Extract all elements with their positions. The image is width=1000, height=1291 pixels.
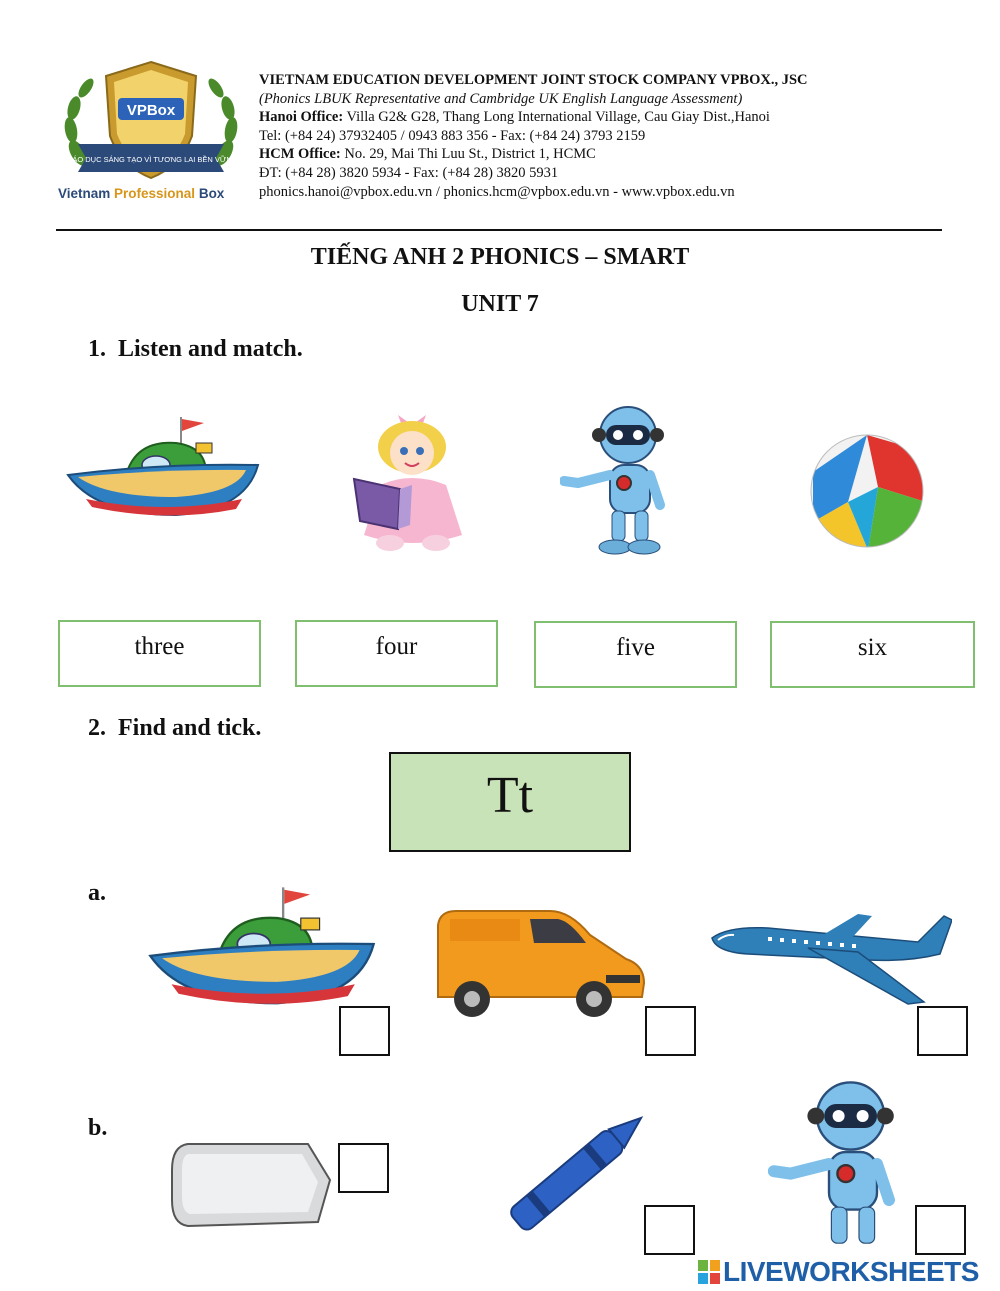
- ball-icon: [808, 432, 926, 550]
- boat-icon: [66, 415, 260, 525]
- svg-text:GIÁO DỤC SÁNG TẠO VÌ TƯƠNG LAI: GIÁO DỤC SÁNG TẠO VÌ TƯƠNG LAI BỀN VỮNG: [64, 155, 238, 164]
- row-b-label: b.: [88, 1115, 108, 1141]
- hcm-tel: ĐT: (+84 28) 3820 5934 - Fax: (+84 28) 3820 5931: [259, 164, 559, 181]
- word-box-2[interactable]: four: [295, 620, 498, 687]
- header-divider: [56, 229, 942, 231]
- plane-icon: [708, 908, 952, 1008]
- shield-logo-icon: [56, 58, 246, 188]
- question-2-heading: 2. Find and tick.: [88, 715, 262, 741]
- boat-icon: [148, 885, 376, 1015]
- robot-icon: [768, 1080, 908, 1260]
- hanoi-tel: Tel: (+84 24) 37932405 / 0943 883 356 - Fax: (+84 24) 3793 2159: [259, 127, 646, 144]
- hcm-office: HCM Office: No. 29, Mai Thi Luu St., District 1, HCMC: [259, 146, 596, 163]
- company-info: [259, 71, 808, 201]
- liveworksheets-logo-icon: [698, 1260, 720, 1284]
- robot-icon: [560, 405, 675, 555]
- tick-box-b3[interactable]: [915, 1205, 966, 1255]
- van-icon: [430, 905, 650, 1023]
- logo-caption: Vietnam Professional Box: [58, 186, 225, 201]
- tick-box-b1[interactable]: [338, 1143, 389, 1193]
- worksheet-title: TIẾNG ANH 2 PHONICS – SMART: [310, 244, 690, 270]
- company-name: VIETNAM EDUCATION DEVELOPMENT JOINT STOCK COMPANY VPBOX., JSC: [259, 72, 808, 88]
- crayon-icon: [492, 1100, 666, 1240]
- contact-emails: phonics.hanoi@vpbox.edu.vn / phonics.hcm@vpbox.edu.vn - www.vpbox.edu.vn: [259, 183, 735, 200]
- letter-box: Tt: [389, 752, 631, 852]
- word-box-3[interactable]: five: [534, 621, 737, 688]
- tick-box-b2[interactable]: [644, 1205, 695, 1255]
- company-tagline: (Phonics LBUK Representative and Cambridge UK English Language Assessment): [259, 90, 743, 107]
- unit-title: UNIT 7: [461, 291, 539, 317]
- hanoi-office: Hanoi Office: Villa G2& G28, Thang Long International Village, Cau Giay Dist.,Hanoi: [259, 109, 770, 126]
- doll-icon: [350, 405, 475, 553]
- svg-text:VPBox: VPBox: [126, 102, 176, 119]
- word-box-1[interactable]: three: [58, 620, 261, 687]
- word-box-4[interactable]: six: [770, 621, 975, 688]
- row-a-label: a.: [88, 880, 106, 906]
- question-1-heading: 1. Listen and match.: [88, 336, 303, 362]
- tick-box-a3[interactable]: [917, 1006, 968, 1056]
- liveworksheets-brand[interactable]: LIVEWORKSHEETS: [698, 1256, 979, 1288]
- tick-box-a1[interactable]: [339, 1006, 390, 1056]
- tick-box-a2[interactable]: [645, 1006, 696, 1056]
- eraser-icon: [168, 1140, 334, 1230]
